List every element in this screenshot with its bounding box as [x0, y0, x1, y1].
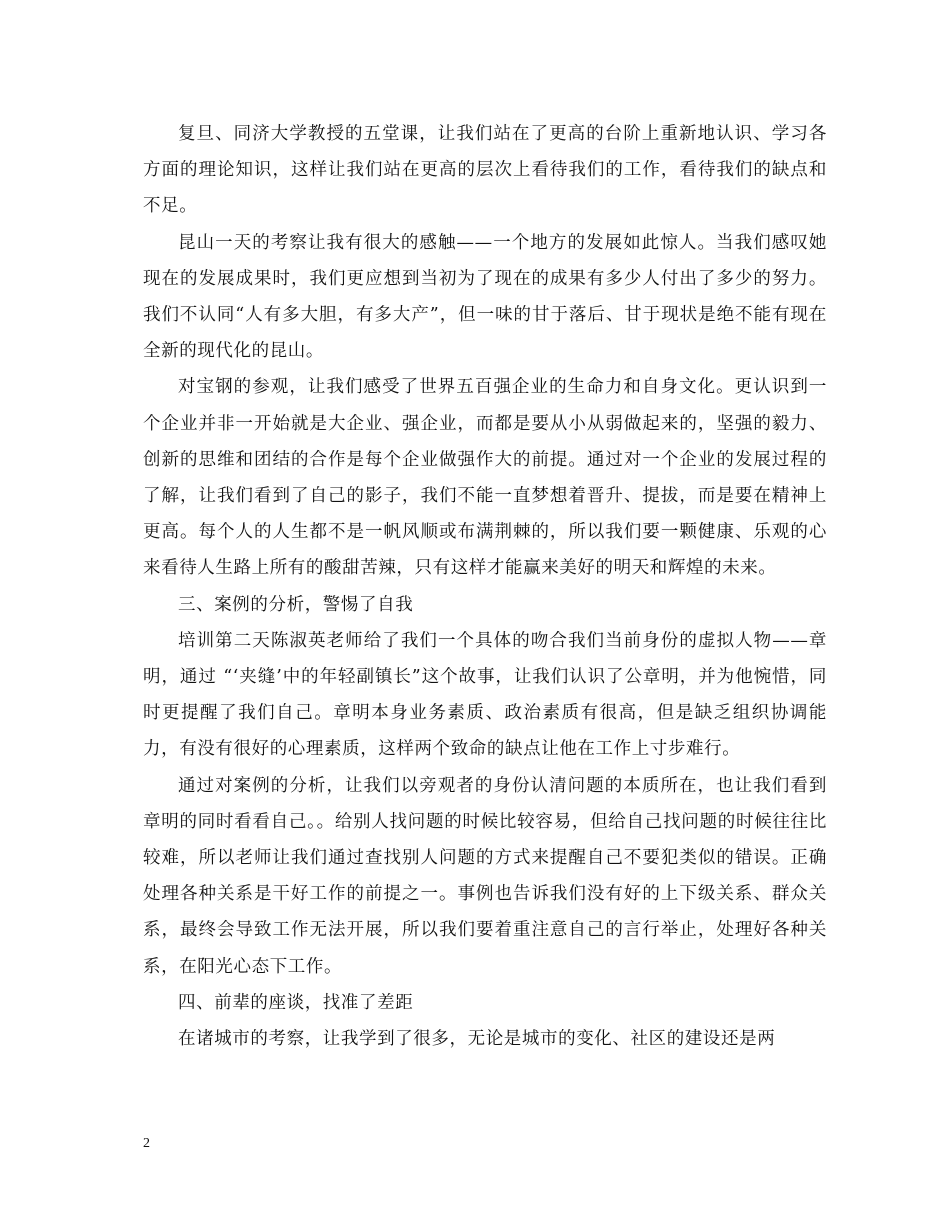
section-heading-case-analysis: 三、案例的分析，警惕了自我: [178, 594, 414, 615]
paragraph-zhucheng-visit: 在诸城市的考察，让我学到了很多，无论是城市的变化、社区的建设还是两: [178, 1029, 776, 1050]
section-heading-senior-forum: 四、前辈的座谈，找准了差距: [178, 992, 414, 1013]
paragraph-case-zhangming: 培训第二天陈淑英老师给了我们一个具体的吻合我们当前身份的虚拟人物——章明，通过 “‘夹缝’中的年轻副镇长”这个故事，让我们认识了公章明，并为他惋惜，同时更提醒了我们自己。章明本身业务素质、政治素质有很高，但是缺乏组织协调能力，有没有很好的心理素质，这样两个致命的缺点让他在工作上寸步难行。: [143, 630, 827, 760]
paragraph-baosteel-visit: 对宝钢的参观，让我们感受了世界五百强企业的生命力和自身文化。更认识到一个企业并非一开始就是大企业、强企业，而都是要从小从弱做起来的，坚强的毅力、创新的思维和团结的合作是每个企业做强作大的前提。通过对一个企业的发展过程的了解，让我们看到了自己的影子，我们不能一直梦想着晋升、提拔，而是要在精神上更高。每个人的人生都不是一帆风顺或布满荆棘的，所以我们要一颗健康、乐观的心来看待人生路上所有的酸甜苦辣，只有这样才能赢来美好的明天和辉煌的未来。: [143, 377, 827, 579]
paragraph-kunshan-visit: 昆山一天的考察让我有很大的感触——一个地方的发展如此惊人。当我们感叹她现在的发展成果时，我们更应想到当初为了现在的成果有多少人付出了多少的努力。我们不认同“人有多大胆，有多大产”，但一味的甘于落后、甘于现状是绝不能有现在全新的现代化的昆山。: [143, 232, 827, 362]
paragraph-fudan-tongji-lectures: 复旦、同济大学教授的五堂课，让我们站在了更高的台阶上重新地认识、学习各方面的理论知识，这样让我们站在更高的层次上看待我们的工作，看待我们的缺点和不足。: [143, 124, 827, 217]
page-number: 2: [143, 1136, 150, 1151]
paragraph-case-reflection: 通过对案例的分析，让我们以旁观者的身份认清问题的本质所在，也让我们看到章明的同时看看自己。。给别人找问题的时候比较容易，但给自己找问题的时候往往比较难，所以老师让我们通过查找别人问题的方式来提醒自己不要犯类似的错误。正确处理各种关系是干好工作的前提之一。事例也告诉我们没有好的上下级关系、群众关系，最终会导致工作无法开展，所以我们要着重注意自己的言行举止，处理好各种关系，在阳光心态下工作。: [143, 775, 827, 977]
document-body: [143, 116, 827, 1057]
